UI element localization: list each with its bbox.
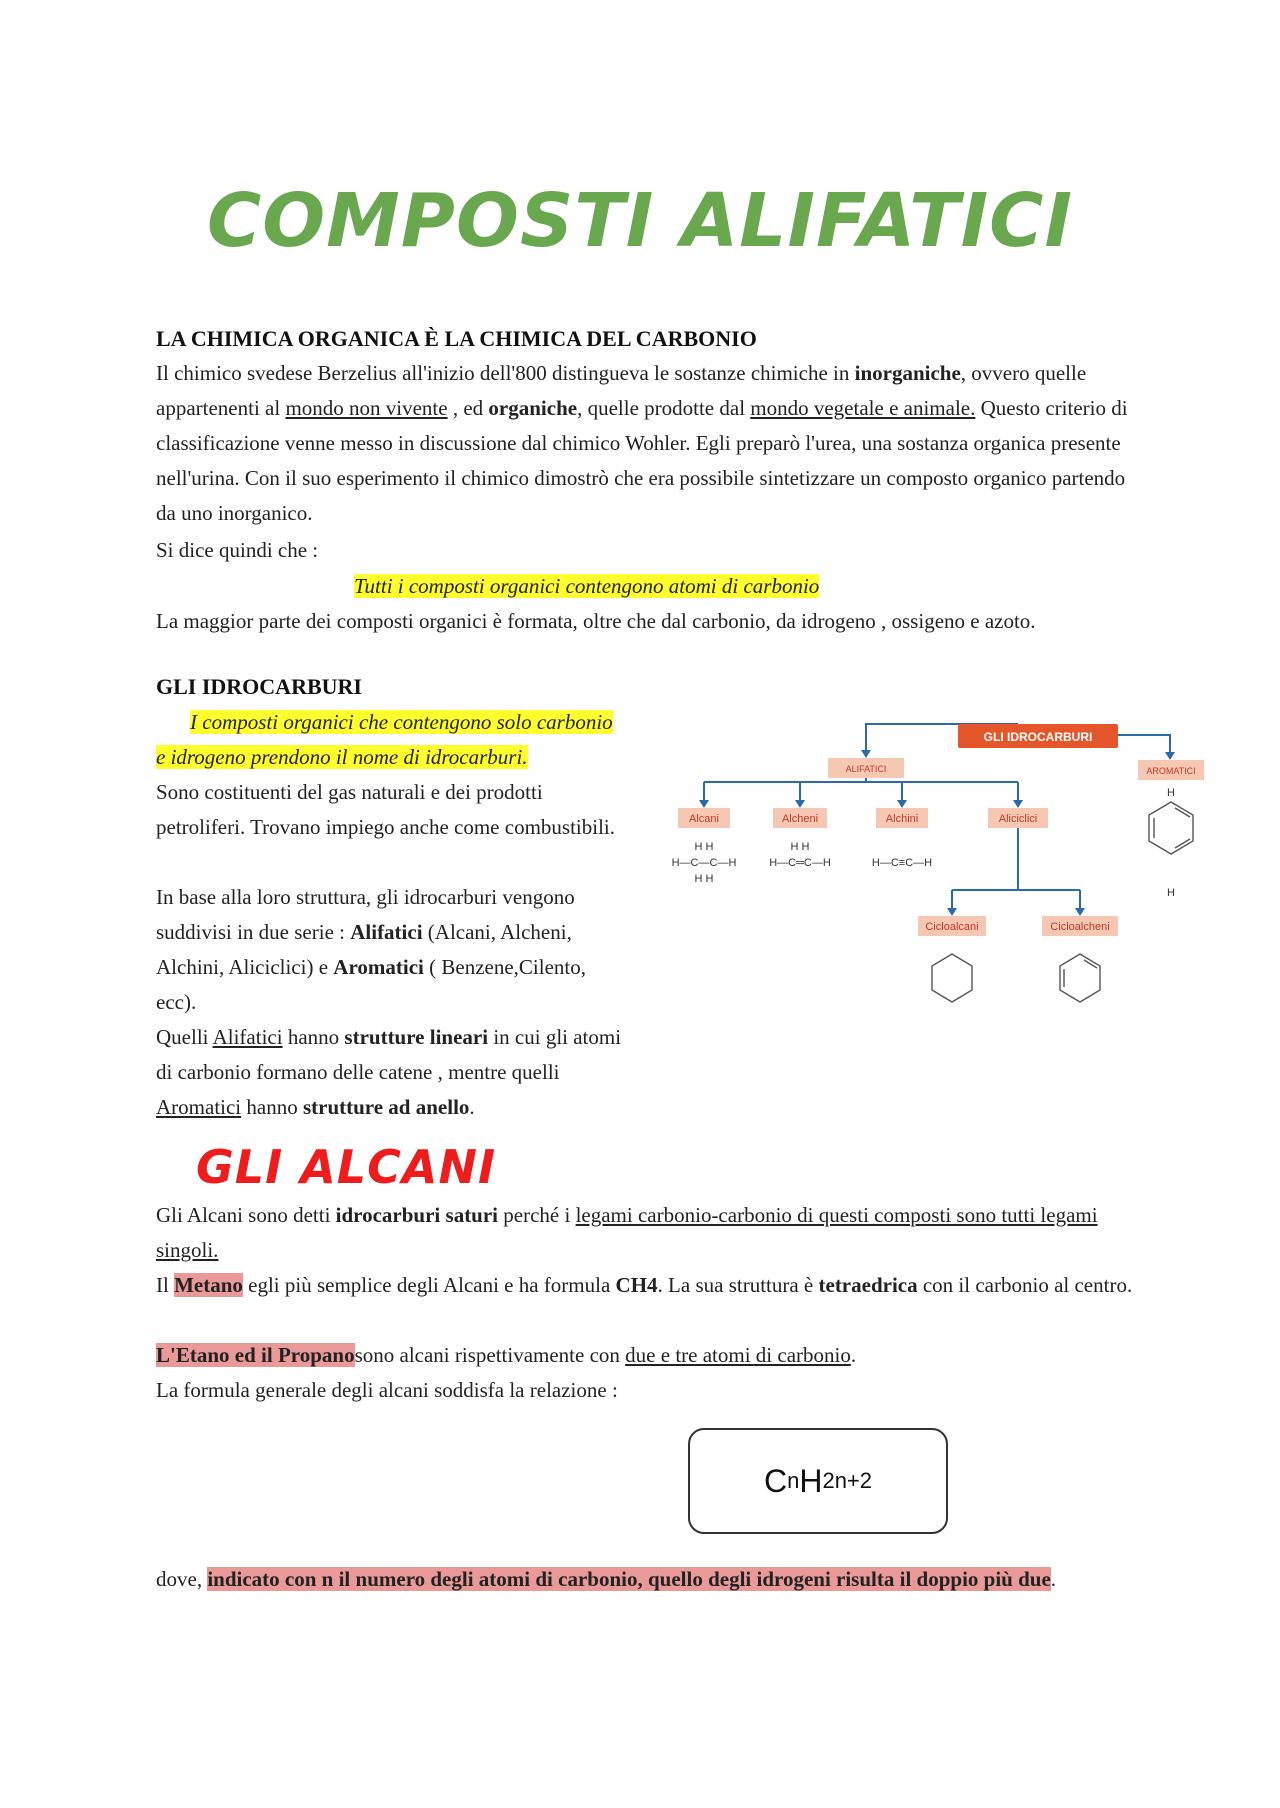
idrocarburi-diagram (648, 720, 1228, 1060)
paragraph-alifatici-aromatici: Quelli Alifatici hanno strutture lineari in cui gli atomi di carbonio formano delle catene , mentre quelli Aromatici hanno strutture ad anello. (156, 1025, 622, 1119)
alcani-h-bottom: H H (694, 873, 714, 885)
cicloalchene-ring (1060, 954, 1100, 1002)
formula-h: H (799, 1462, 823, 1499)
diagram-root-label: GLI IDROCARBURI (983, 730, 1093, 744)
diagram-aliciclici-label: Aliciclici (998, 813, 1038, 825)
paragraph-formula-generale: La formula generale degli alcani soddisfa la relazione : (156, 1378, 618, 1402)
cicloalcano-ring (932, 954, 972, 1002)
diagram-alcheni-label: Alcheni (781, 813, 819, 825)
diagram-aromatici-label: AROMATICI (1146, 766, 1196, 776)
paragraph-dove: dove, indicato con n il numero degli atomi di carbonio, quello degli idrogeni risulta il doppio più due. (156, 1567, 1057, 1591)
alcani-h-top: H H (694, 841, 714, 853)
diagram-cicloalcani-label: Cicloalcani (925, 921, 979, 933)
formula-sub: 2n+2 (822, 1468, 873, 1493)
highlight-idrocarburi: I composti organici che contengono solo carbonio e idrogeno prendono il nome di idrocarburi. (156, 710, 613, 769)
diagram-alchini-label: Alchini (885, 813, 919, 825)
highlight-carbonio: Tutti i composti organici contengono atomi di carbonio (354, 574, 820, 598)
alcheni-h-top: H H (790, 841, 810, 853)
paragraph-si-dice: Si dice quindi che : (156, 538, 319, 562)
benzene-ring (1149, 802, 1193, 854)
paragraph-metano: Il Metano egli più semplice degli Alcani e ha formula CH4. La sua struttura è tetraedrica con il carbonio al centro. (156, 1273, 1133, 1297)
aromatici-h-bottom: H (1167, 887, 1175, 899)
page-title: COMPOSTI ALIFATICI (206, 178, 1074, 264)
formula-c: C (763, 1462, 788, 1499)
paragraph-maggior-parte: La maggior parte dei composti organici è formata, oltre che dal carbonio, da idrogeno , ossigeno e azoto. (156, 609, 1036, 633)
paragraph-berzelius: Il chimico svedese Berzelius all'inizio dell'800 distingueva le sostanze chimiche in inorganiche, ovvero quelle appartenenti al mondo non vivente , ed organiche, quelle prodotte dal mondo vegetale e animale. Questo criterio di classificazione venne messo in discussione dal chimico Wohler. Egli preparò l'urea, una sostanza organica presente nell'urina. Con il suo esperimento il chimico dimostrò che era possibile sintetizzare un composto organico partendo da uno inorganico. (156, 361, 1128, 525)
paragraph-etano-propano: L'Etano ed il Propanosono alcani rispettivamente con due e tre atomi di carbonio. (156, 1343, 857, 1367)
alchini-formula: H—C≡C—H (871, 857, 933, 869)
aromatici-h-top: H (1167, 787, 1175, 799)
diagram-cicloalcheni-label: Cicloalcheni (1050, 921, 1110, 933)
diagram-alcani-label: Alcani (689, 813, 719, 825)
general-formula-box (688, 1428, 948, 1534)
section-heading-chimica-organica: LA CHIMICA ORGANICA È LA CHIMICA DEL CARBONIO (156, 326, 757, 351)
paragraph-struttura: In base alla loro struttura, gli idrocarburi vengono suddivisi in due serie : Alifatici (Alcani, Alcheni, Alchini, Aliciclici) e Aromatici ( Benzene,Cilento, ecc). (156, 885, 586, 1014)
alcheni-formula: H—C═C—H (769, 857, 831, 869)
section-heading-alcani: GLI ALCANI (196, 1140, 497, 1194)
paragraph-alcani-saturi: Gli Alcani sono detti idrocarburi saturi perché i legami carbonio-carbonio di questi composti sono tutti legami singoli. (156, 1203, 1098, 1262)
paragraph-costituenti: Sono costituenti del gas naturali e dei prodotti petroliferi. Trovano impiego anche come combustibili. (156, 780, 615, 839)
formula-n: n (787, 1468, 800, 1493)
arrow-to-aromatici (1118, 735, 1170, 752)
alcani-formula: H—C—C—H (671, 857, 737, 869)
section-heading-idrocarburi: GLI IDROCARBURI (156, 674, 362, 699)
diagram-alifatici-label: ALIFATICI (845, 764, 887, 774)
